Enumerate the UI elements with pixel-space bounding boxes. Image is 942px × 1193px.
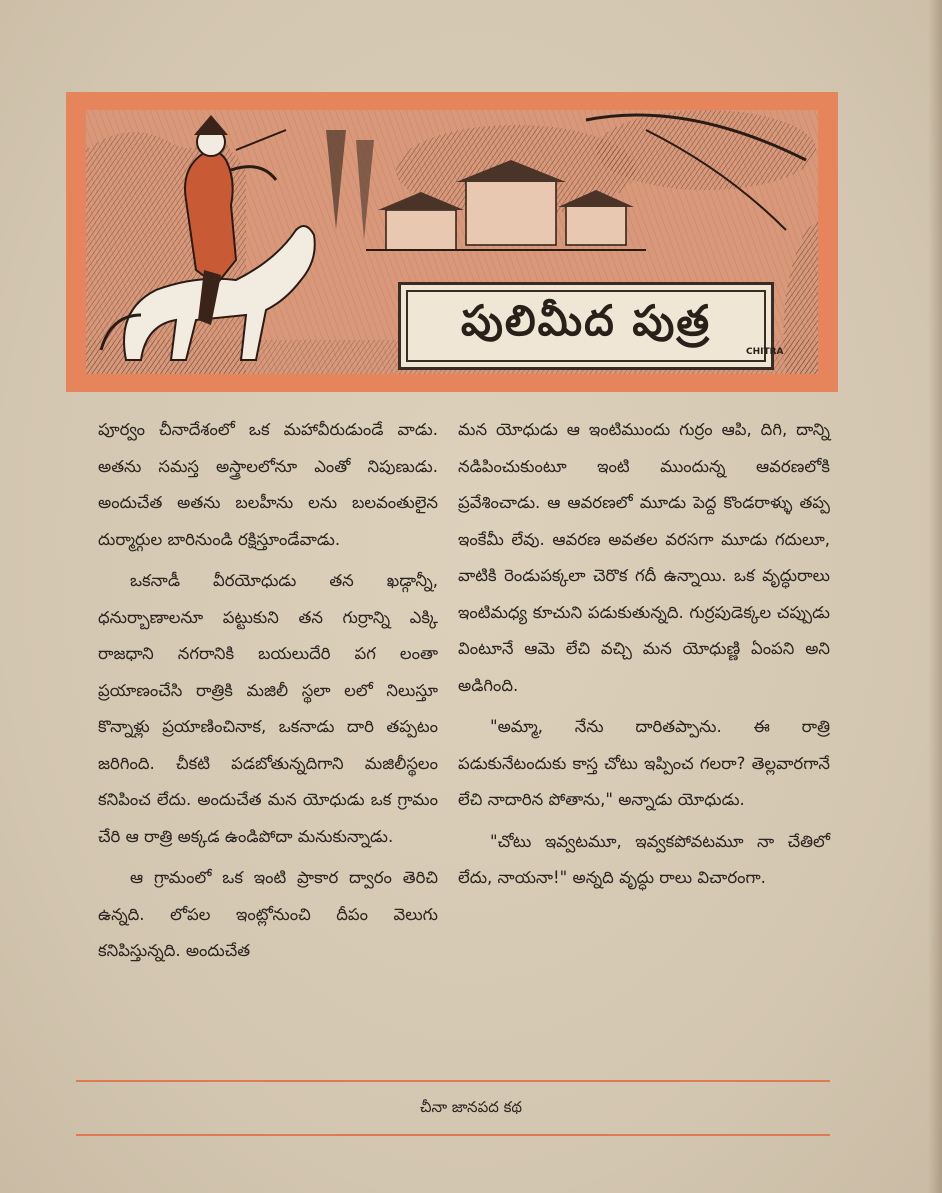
story-title: పులిమీద పుత్ర [460,296,711,345]
paragraph: పూర్వం చీనాదేశంలో ఒక మహావీరుడుండే వాడు. అతను సమస్త అస్త్రాలలోనూ ఎంతో నిపుణుడు. అందుచేత అతను బలహీను లను బలవంతులైన దుర్మార్గుల బారినుండి రక్షిస్తూండేవాడు. [98,420,438,549]
footer-top-rule [76,1080,830,1082]
story-source-caption: చీనా జానపద కథ [419,1098,523,1116]
page-edge-shadow [928,0,942,1193]
banner-illustration [86,110,818,374]
story-title-frame [398,282,774,370]
paragraph: "చోటు ఇవ్వటమూ, ఇవ్వకపోవటమూ నా చేతిలో లేదు, నాయనా!" అన్నది వృద్ధు రాలు విచారంగా. [458,831,830,887]
footer-bottom-rule [76,1134,830,1136]
story-banner [66,92,838,392]
paragraph: "అమ్మా, నేను దారితప్పాను. ఈ రాత్రి పడుకునేటందుకు కాస్త చోటు ఇప్పించ గలరా? తెల్లవారగానే లేచి నాదారిన పోతాను," అన్నాడు యోధుడు. [458,717,830,809]
left-text-column [98,412,438,970]
right-text-column [458,412,830,897]
paragraph: ఆ గ్రామంలో ఒక ఇంటి ప్రాకార ద్వారం తెరిచి ఉన్నది. లోపల ఇంట్లోనుంచి దీపం వెలుగు కనిపిస్తున్నది. అందుచేత [98,868,438,960]
paragraph: ఒకనాడీ వీరయోధుడు తన ఖడ్గాన్నీ, ధనుర్బాణాలనూ పట్టుకుని తన గుర్రాన్ని ఎక్కి రాజధాని నగరానికి బయలుదేరి పగ లంతా ప్రయాణంచేసి రాత్రికి మజిలీ స్థలా లలో నిలుస్తూ కొన్నాళ్లు ప్రయాణించినాక, ఒకనాడు దారి తప్పటం జరిగింది. చీకటి పడబోతున్నదిగాని మజిలీస్థలం కనిపించ లేదు. అందుచేత మన యోధుడు ఒక గ్రామం చేరి ఆ రాత్రి అక్కడ ఉండిపోదా మనుకున్నాడు. [98,571,438,846]
artist-signature: CHITRA [746,347,784,357]
paragraph: మన యోధుడు ఆ ఇంటిముందు గుర్రం ఆపి, దిగి, దాన్ని నడిపించుకుంటూ ఇంటి ముందున్న ఆవరణలోకి ప్రవేశించాడు. ఆ ఆవరణలో మూడు పెద్ద కొండరాళ్ళు తప్ప ఇంకేమీ లేవు. ఆవరణ అవతల వరసగా మూడు గదులూ, వాటికి రెండుపక్కలా చెరొక గదీ ఉన్నాయి. ఒక వృద్ధురాలు ఇంటిమధ్య కూచుని పడుకుతున్నది. గుర్రపుడెక్కల చప్పుడు వింటూనే ఆమె లేచి వచ్చి మన యోధుణ్ణి ఏంపని అని అడిగింది. [458,420,830,695]
